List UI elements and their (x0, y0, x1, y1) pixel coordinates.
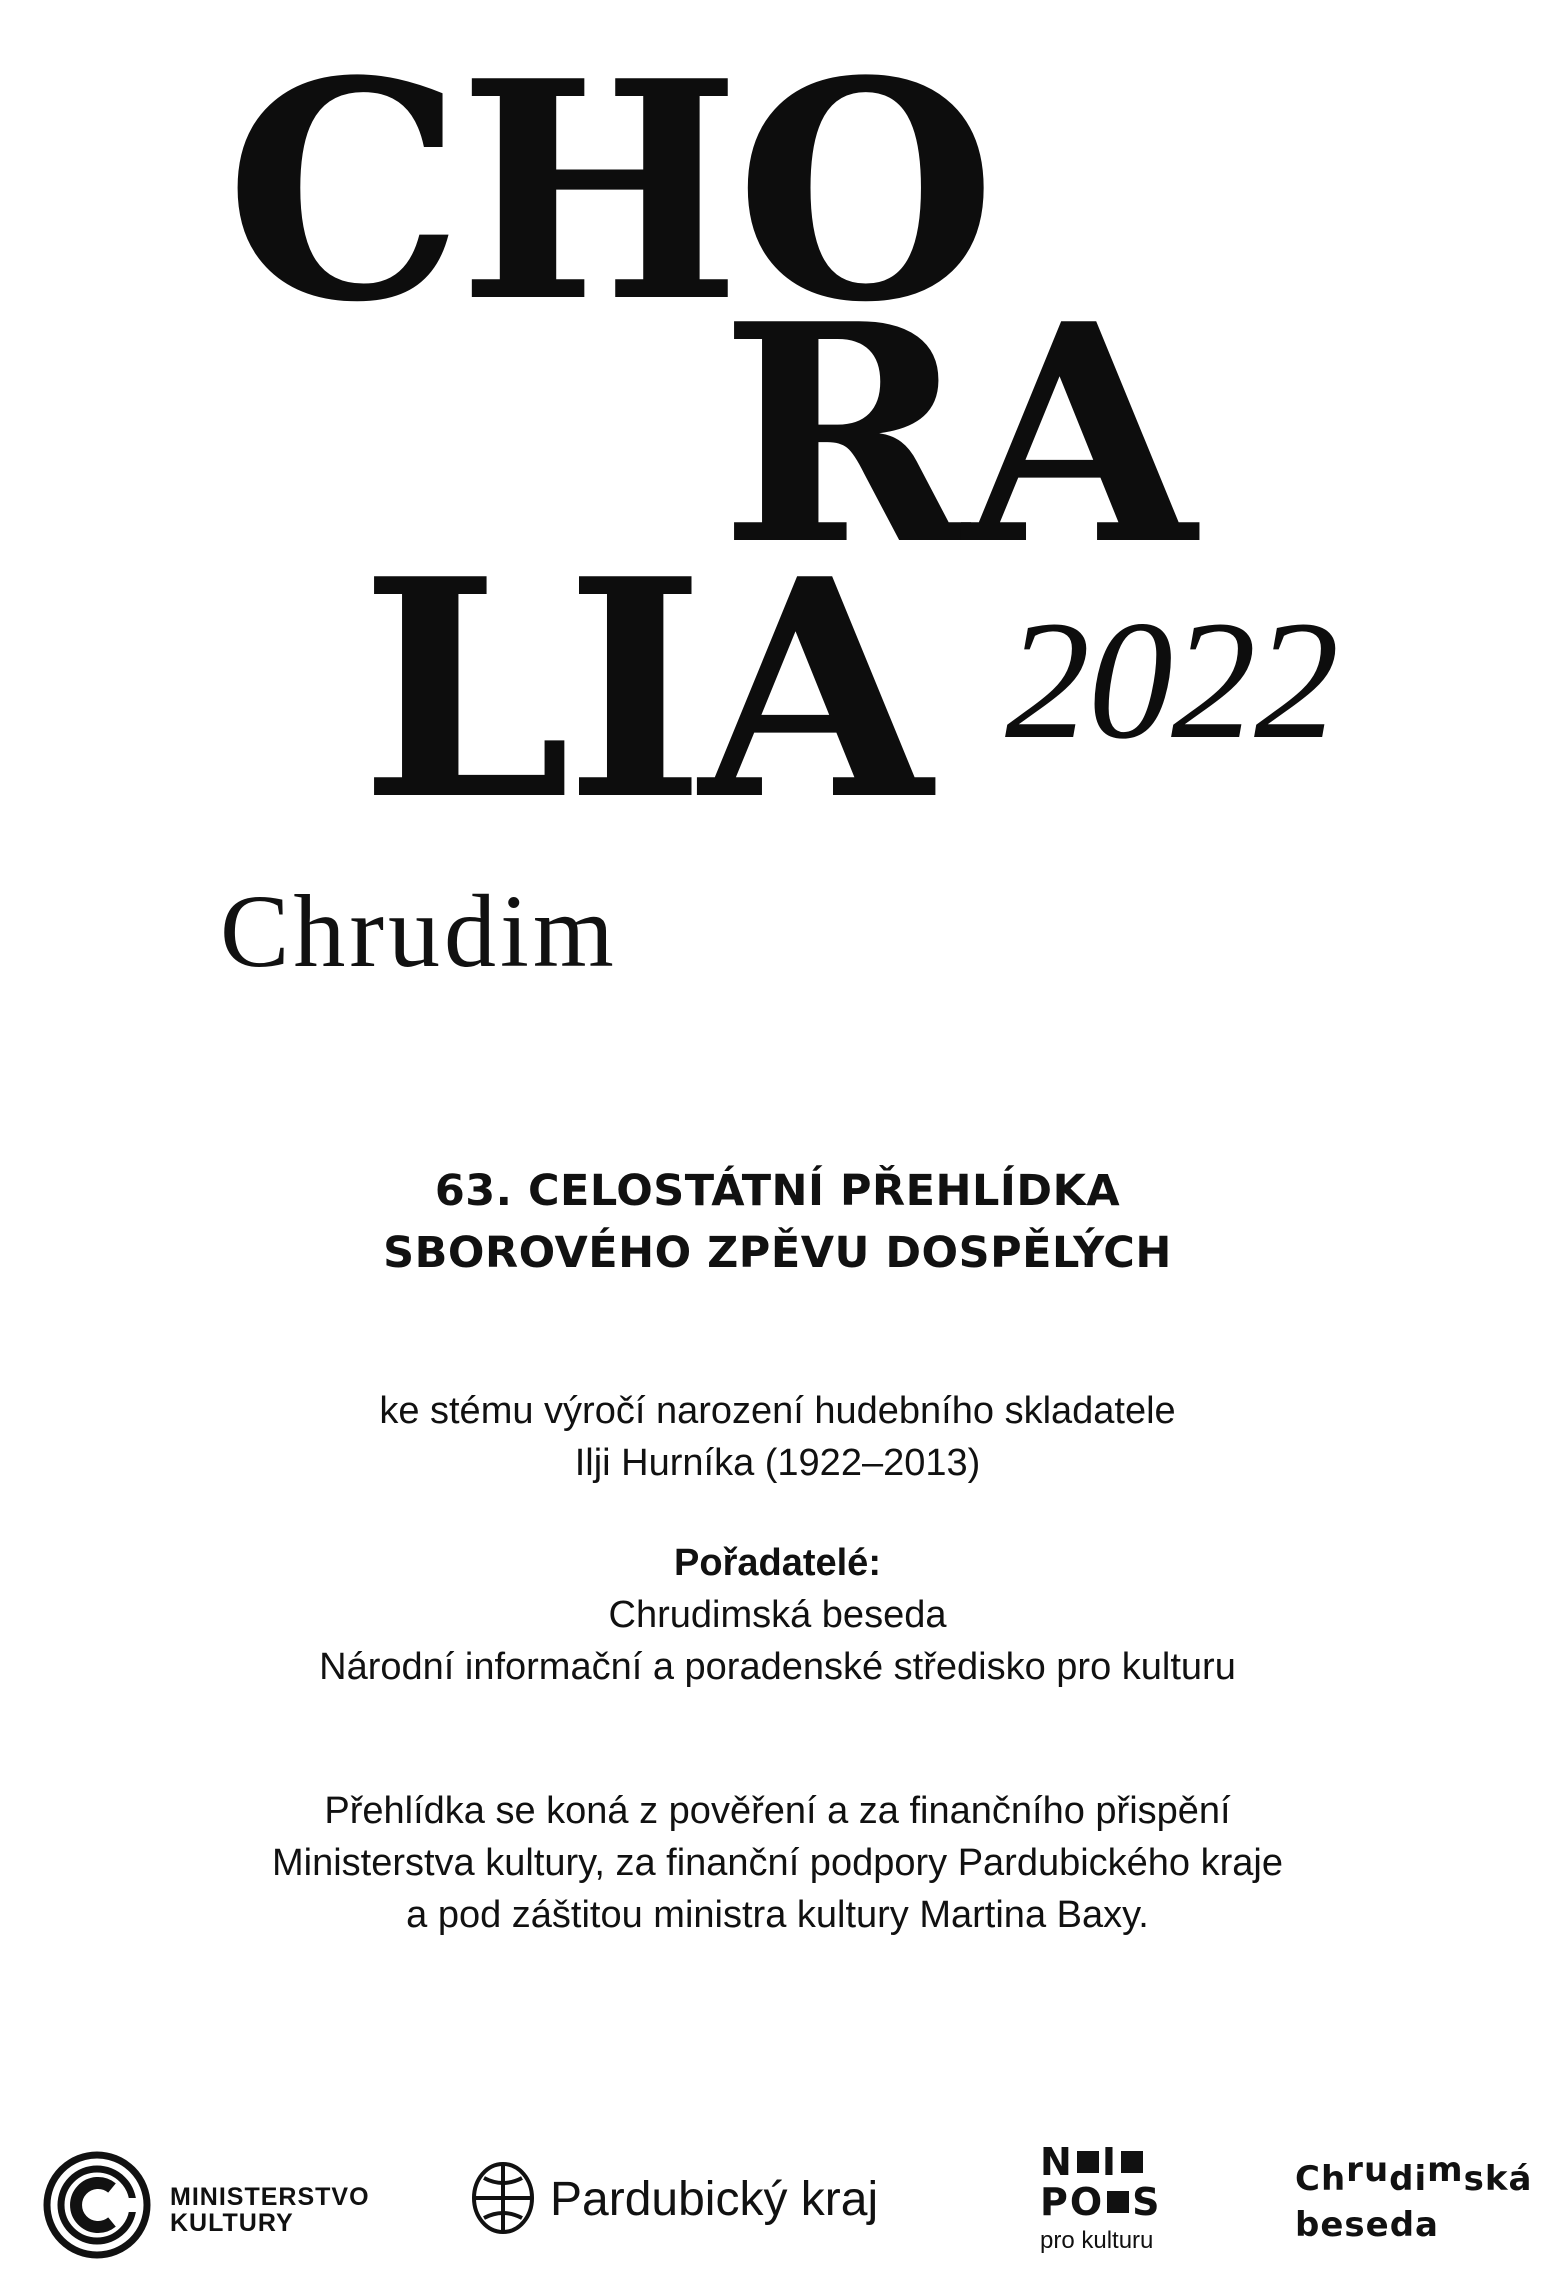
support-line-3: a pod záštitou ministra kultury Martina Baxy. (406, 1894, 1149, 1936)
chrudimska-beseda-logo (1295, 2150, 1545, 2266)
nipos-square-icon (1121, 2151, 1143, 2173)
ministry-emblem-icon (42, 2150, 152, 2260)
nipos-letters-po: PO (1040, 2180, 1105, 2224)
headline-line-2: SBOROVÉHO ZPĚVU DOSPĚLÝCH (383, 1228, 1172, 1278)
partner-logos (0, 2130, 1555, 2280)
nipos-square-icon (1077, 2151, 1099, 2173)
cb-part-4: m (1427, 2150, 1464, 2190)
regional-coat-icon (470, 2160, 536, 2236)
nipos-letter-i: I (1101, 2140, 1118, 2184)
ministry-of-culture-logo (42, 2150, 402, 2270)
subtitle (0, 1385, 1555, 1489)
headline (0, 1160, 1555, 1284)
subtitle-line-2: Ilji Hurníka (1922–2013) (574, 1442, 981, 1484)
nipos-letter-n: N (1040, 2140, 1074, 2184)
cb-line-2: beseda (1295, 2205, 1439, 2245)
logo-city: Chrudim (220, 874, 618, 989)
organizers (0, 1537, 1555, 1693)
cb-part-5: ská (1463, 2159, 1533, 2199)
organizers-label: Pořadatelé: (674, 1542, 881, 1584)
cb-part-2: ru (1346, 2150, 1390, 2190)
cb-part-1: Ch (1295, 2159, 1347, 2199)
ministry-line-1: MINISTERSTVO (170, 2183, 370, 2211)
logo-row-3: LIA (360, 513, 927, 866)
support-statement (0, 1785, 1555, 1941)
organizer-item: Národní informační a poradenské středisko pro kulturu (319, 1646, 1236, 1688)
organizer-item: Chrudimská beseda (608, 1594, 947, 1636)
festival-logo (0, 0, 1555, 1000)
pardubicky-kraj-logo (470, 2160, 950, 2250)
support-line-1: Přehlídka se koná z pověření a za finančního přispění (324, 1790, 1231, 1832)
logo-row-1: CHO (225, 15, 991, 368)
headline-line-1: 63. CELOSTÁTNÍ PŘEHLÍDKA (434, 1166, 1121, 1216)
cb-part-3: di (1389, 2159, 1428, 2199)
pardubicky-kraj-name: Pardubický kraj (550, 2173, 879, 2226)
logo-row-2: RA (720, 258, 1191, 611)
nipos-letter-s: S (1132, 2180, 1162, 2224)
support-line-2: Ministerstva kultury, za finanční podpory Pardubického kraje (271, 1842, 1283, 1884)
nipos-logo (1040, 2142, 1180, 2272)
nipos-subtitle: pro kulturu (1040, 2227, 1154, 2254)
subtitle-line-1: ke stému výročí narození hudebního skladatele (379, 1390, 1176, 1432)
ministry-line-2: KULTURY (170, 2209, 294, 2237)
logo-year: 2022 (1005, 586, 1337, 774)
nipos-square-icon (1107, 2191, 1129, 2213)
